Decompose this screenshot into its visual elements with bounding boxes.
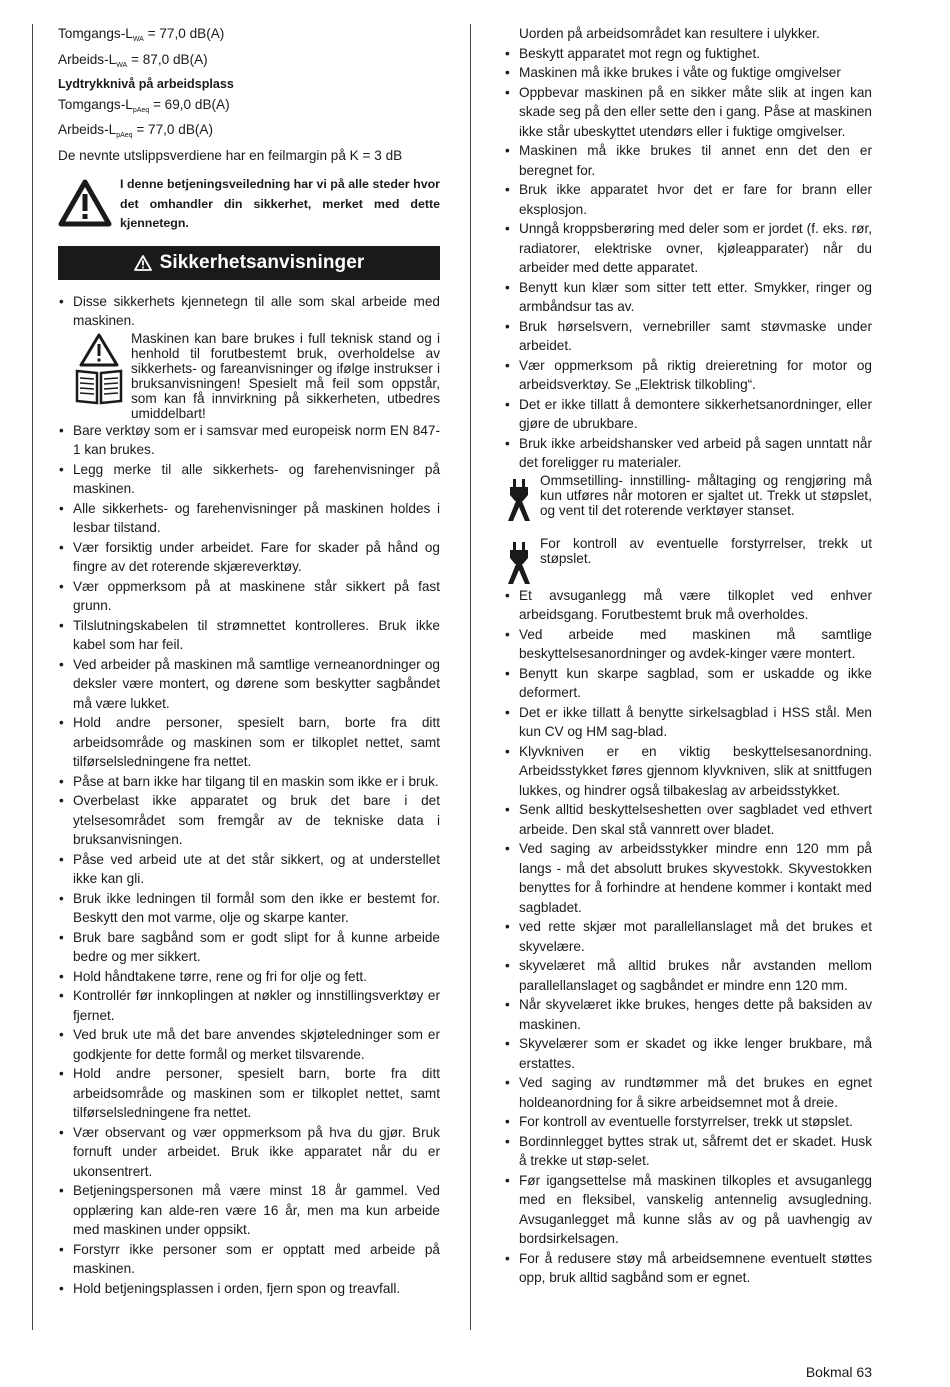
- plug-paragraph-text: Ommsetilling- innstilling- måltaging og rengjøring må kun utføres når motoren er sjaltet ut. Trekk ut støpslet, og vent til det roterende verktøyer stanset.: [540, 472, 872, 518]
- section-title: [58, 246, 440, 280]
- list-item: • Ved arbeide med maskinen må samtlige beskyttelsesanordninger og avdek-kinger være montert.: [504, 625, 872, 664]
- list-item: • Påse at barn ikke har tilgang til en maskin som ikke er i bruk.: [58, 772, 440, 792]
- list-item: • Forstyrr ikke personer som er opptatt med arbeide på maskinen.: [58, 1240, 440, 1279]
- plug-paragraph-1: [504, 473, 872, 518]
- list-item: • Bruk hørselsvern, vernebriller samt støvmaske under arbeidet.: [504, 317, 872, 356]
- section-title-text: Sikkerhetsanvisninger: [159, 251, 365, 273]
- spec-line: Tomgangs-$L_{pAeq} = 69,0$ dB(A): [58, 96, 230, 114]
- list-item: • Ved bruk ute må det bare anvendes skjøteledninger som er godkjente for dette formål og merket tilsvarende.: [58, 1025, 440, 1064]
- list-item: • ved rette skjær mot parallellanslaget må det brukes et skyvelære.: [504, 917, 872, 956]
- manual-book-icon: [73, 331, 125, 407]
- list-item: • Benytt kun klær som sitter tett etter. Smykker, ringer og armbåndsur tas av.: [504, 278, 872, 317]
- column-rule-left: [32, 24, 33, 1330]
- list-item: • For å redusere støy må arbeidsemnene eventuelt støttes opp, bruk alltid sagbånd som er egnet.: [504, 1249, 872, 1288]
- list-item: • Bruk bare sagbånd som er godt slipt for å kunne arbeide bedre og mer sikkert.: [58, 928, 440, 967]
- warning-triangle-icon: [58, 179, 112, 227]
- list-item: • Vær oppmerksom på at maskinene står sikkert på fast grunn.: [58, 577, 440, 616]
- list-item: • Overbelast ikke apparatet og bruk det bare i det ytelsesområdet som fremgår av de tekniske data i bruksanvisningen.: [58, 791, 440, 850]
- spec-heading: Lydtrykknivå på arbeidsplass: [58, 77, 234, 91]
- list-item: • Før igangsettelse må maskinen tilkoples et avsuganlegg med en fleksibel, vanskelig antennelig avsugledning. Avsuganlegget må kunne slås av og på uavhengig av bordsirkelsagen.: [504, 1171, 872, 1249]
- list-item: • Maskinen må ikke brukes til annet enn det den er beregnet for.: [504, 141, 872, 180]
- list-item: • Bruk ikke ledningen til formål som den ikke er bestemt for. Beskytt den mot varme, olje og skarpe kanter.: [58, 889, 440, 928]
- unplug-icon: [504, 540, 534, 586]
- list-item: • Bare verktøy som er i samsvar med europeisk norm EN 847-1 kan brukes.: [58, 421, 440, 460]
- list-item: • Klyvkniven er en viktig beskyttelsesanordning. Arbeidsstykket føres gjennom klyvkniven, slik at snittfugen lukkes, og hindrer også tilbakeslag av arbeidsstykket.: [504, 742, 872, 801]
- page-footer: Bokmal 63: [805, 1364, 872, 1380]
- unplug-icon: [504, 477, 534, 523]
- list-item: • Bruk ikke arbeidshansker ved arbeid på sagen unntatt når det foreligger ru materialer.: [504, 434, 872, 473]
- spec-line: Arbeids-$L_{WA} = 87,0$ dB(A): [58, 51, 208, 69]
- list-item: • Et avsuganlegg må være tilkoplet ved enhver arbeidsgang. Forutbestemt bruk må overholdes.: [504, 586, 872, 625]
- list-item: • Bruk ikke apparatet hvor det er fare for brann eller eksplosjon.: [504, 180, 872, 219]
- warning-note-text: I denne betjeningsveiledning har vi på alle steder hvor det omhandler din sikkerhet, merket med dette kjennetegn.: [120, 177, 440, 230]
- right-list-b: [504, 586, 872, 1288]
- plug-paragraph-text: For kontroll av eventuelle forstyrrelser, trekk ut støpslet.: [540, 535, 872, 566]
- list-item: • Oppbevar maskinen på en sikker måte slik at ingen kan skade seg på den eller sette den i gang. Påse at maskinen ikke står ubeskyttet utendørs eller i fuktige omgivelser.: [504, 83, 872, 142]
- list-item: • Skyvelærer som er skadet og ikke lenger brukbare, må erstattes.: [504, 1034, 872, 1073]
- list-item: • Maskinen må ikke brukes i våte og fuktige omgivelser: [504, 63, 872, 83]
- list-item: • Senk alltid beskyttelseshetten over sagbladet ved ethvert arbeide. Den skal stå vannrett over bladet.: [504, 800, 872, 839]
- list-item: • Hold betjeningsplassen i orden, fjern spon og treavfall.: [58, 1279, 440, 1299]
- list-item: • For kontroll av eventuelle forstyrrelser, trekk ut støpslet.: [504, 1112, 872, 1132]
- list-item: • Vær oppmerksom på riktig dreieretning for motor og arbeidsverktøy. Se „Elektrisk tilkobling“.: [504, 356, 872, 395]
- list-item: • Benytt kun skarpe sagblad, som er uskadde og ikke deformert.: [504, 664, 872, 703]
- list-item: • Hold andre personer, spesielt barn, borte fra ditt arbeidsområde og maskinen som er tilkoplet nettet, samt tilførselsledningene fra nettet.: [58, 1064, 440, 1123]
- icon-paragraph-text: Maskinen kan bare brukes i full teknisk stand og i henhold til forutbestemt bruk, overholdelse av sikkerhets- og fareanvisninger og ifølge instrukser i bruksanvisningen! Spesielt må feil som oppstår, som kan få innvirkning på sikkerheten, utbedres umiddelbart!: [131, 330, 440, 421]
- continuation-text: Uorden på arbeidsområdet kan resultere i ulykker.: [519, 26, 820, 41]
- left-list: [58, 421, 440, 1299]
- plug-paragraph-2: [504, 536, 872, 566]
- list-item: • Vær forsiktig under arbeidet. Fare for skader på hånd og fingre av det roterende skjæreverktøy.: [58, 538, 440, 577]
- left-list-intro: [58, 292, 440, 331]
- list-item: • Når skyvelæret ikke brukes, henges dette på baksiden av maskinen.: [504, 995, 872, 1034]
- list-item: • Alle sikkerhets- og farehenvisninger på maskinen holdes i lesbar tilstand.: [58, 499, 440, 538]
- warning-triangle-icon: [134, 255, 152, 271]
- list-item: • Unngå kroppsberøring med deler som er jordet (f. eks. rør, radiatorer, elektriske ovner, kjøleapparater) når du arbeider med dette apparatet.: [504, 219, 872, 278]
- list-item: • Ved arbeider på maskinen må samtlige verneanordninger og deksler være montert, og dørene som beskytter sagbåndet må være lukket.: [58, 655, 440, 714]
- noise-specs: [58, 24, 440, 165]
- list-item: • Disse sikkerhets kjennetegn til alle som skal arbeide med maskinen.: [58, 292, 440, 331]
- spec-line: Arbeids-$L_{pAeq} = 77,0$ dB(A): [58, 122, 214, 139]
- spec-note: De nevnte utslippsverdiene har en feilmargin på K = 3 dB: [58, 147, 403, 163]
- spacer: [504, 518, 872, 536]
- list-item: • Hold håndtakene tørre, rene og fri for olje og fett.: [58, 967, 440, 987]
- list-item: • Beskytt apparatet mot regn og fuktighet.: [504, 44, 872, 64]
- list-item: • Legg merke til alle sikkerhets- og farehenvisninger på maskinen.: [58, 460, 440, 499]
- list-item: • Ved saging av arbeidsstykker mindre enn 120 mm på langs - må det absolutt brukes skyvestokk. Skyvestokken benyttes for å forhindre at hendene kommer i kontakt med sagbladet.: [504, 839, 872, 917]
- list-item: • Vær observant og vær oppmerksom på hva du gjør. Bruk fornuft under arbeidet. Bruk ikke apparatet når du er ukonsentrert.: [58, 1123, 440, 1182]
- list-item: • Påse ved arbeid ute at det står sikkert, og at understellet ikke kan gli.: [58, 850, 440, 889]
- right-column: [504, 24, 872, 1288]
- list-item: • Bordinnlegget byttes strak ut, såfremt det er skadet. Husk å trekke ut støp-selet.: [504, 1132, 872, 1171]
- list-item: • Betjeningspersonen må være minst 18 år gammel. Ved opplæring kan alde-ren være 16 år, men ma kun arbeide med maskinen under oppsikt.: [58, 1181, 440, 1240]
- column-rule-middle: [470, 24, 471, 1330]
- list-item: • Det er ikke tillatt å benytte sirkelsagblad i HSS stål. Men kun CV og HM sag-blad.: [504, 703, 872, 742]
- list-item: • Tilslutningskabelen til strømnettet kontrolleres. Bruk ikke kabel som har feil.: [58, 616, 440, 655]
- right-list-a: [504, 44, 872, 473]
- list-item: • Kontrollér før innkoplingen at nøkler og innstillingsverktøy er fjernet.: [58, 986, 440, 1025]
- spec-line: Tomgangs-$L_{WA} = 77,0$ dB(A): [58, 26, 225, 43]
- warning-note: [58, 175, 440, 234]
- icon-paragraph: [73, 331, 440, 421]
- list-item: • Det er ikke tillatt å demontere sikkerhetsanordninger, eller gjøre de ubrukbare.: [504, 395, 872, 434]
- list-item: • Hold andre personer, spesielt barn, borte fra ditt arbeidsområde og maskinen som er tilkoplet nettet, samt tilførselsledningene fra nettet.: [58, 713, 440, 772]
- list-item: • Ved saging av rundtømmer må det brukes en egnet holdeanordning for å sikre arbeidsemnet mot å dreie.: [504, 1073, 872, 1112]
- list-item: • skyvelæret må alltid brukes når avstanden mellom parallellanslaget og sagbåndet er mindre enn 120 mm.: [504, 956, 872, 995]
- left-column: [58, 24, 440, 1298]
